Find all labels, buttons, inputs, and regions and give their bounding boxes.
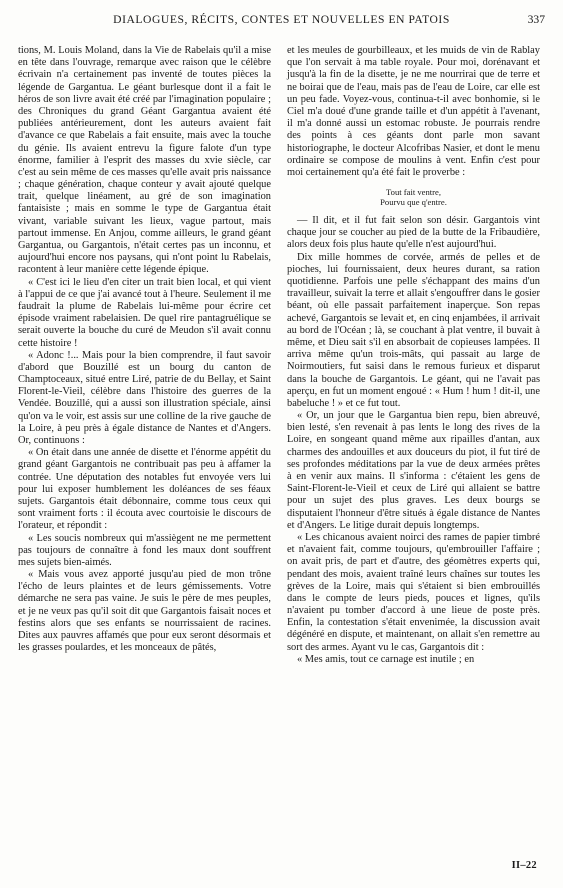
paragraph: Dix mille hommes de corvée, armés de pelles et de pioches, lui fournissaient, deux heures durant, sa ration quotidienne. Parfois une pelle s'échappant des mains d'un travailleur, suivait la terre et allait s'engouffrer dans le gosier béant, où elle passait parfaitement inaperçue. Son repas achevé, Gargantois se levait et, en cinq enjambées, il arrivait au bord de l'Océan ; là, se couchant à plat ventre, il buvait à même, et Dieu sait s'il en absorbait de copieuses lampées. Il arriva même qu'un trois-mâts, qui passait au large de Noirmoutiers, fut saisi dans le remous furieux et disparut dans la bouche de Gargantois. Le géant, qui ne l'avait pas aperçu, en fut un moment engoué : « Hum ! hum ! dit-il, une babeluche ! » et ce fut tout. bbox=[287, 251, 540, 409]
verse-line: Pourvu que q'entre. bbox=[380, 197, 447, 208]
paragraph: « Mes amis, tout ce carnage est inutile ; en bbox=[297, 653, 475, 665]
running-header bbox=[0, 13, 563, 33]
paragraph: « On était dans une année de disette et l'énorme appétit du grand géant Gargantois ne contribuait pas peu à affamer la contrée. Une députation des notables fut envoyée vers lui pour lui exposer humblement les doléances de ses féaux sujets. Gargantois était débonnaire, comme tous ceux qui sont vraiment forts : il écouta avec courtoisie le discours de l'orateur, et répondit : bbox=[18, 447, 271, 532]
paragraph: — Il dit, et il fut fait selon son désir. Gargantois vint chaque jour se coucher au pied de la butte de la Fribaudière, alors deux fois plus haute qu'elle n'est aujourd'hui. bbox=[287, 215, 540, 251]
paragraph: « Or, un jour que le Gargantua bien repu, bien abreuvé, bien lesté, s'en revenait à pas lents le long des rives de la Loire, en songeant quand même aux ripailles d'antan, aux charmes des andouilles et aux douceurs du piot, il fut tiré de ses profondes méditations par la vue de deux armées prêtes à en venir aux mains. Il s'informa : c'étaient les gens de Saint-Florent-le-Vieil et ceux de Liré qui allaient se battre pour un sujet des plus graves. Les deux bourgs se disputaient l'honneur d'être situés à égale distance de Nantes et d'Angers. Le litige durait depuis longtemps. bbox=[287, 410, 540, 531]
paragraph: « Mais vous avez apporté jusqu'au pied de mon trône l'écho de leurs plaintes et de leurs gémissements. Votre démarche ne sera pas vaine. Je suis le père de mes peuples, et je ne veux pas qu'il soit dit que Gargantois faisait noces et festins alors que ses enfants se nourrissaient de racines. Dites aux pauvres affamés que pour eux seront désormais et les grasses poulardes, et les monceaux de pâtés, bbox=[18, 569, 271, 654]
verse-line: Tout fait ventre, bbox=[386, 187, 441, 198]
paragraph: « Adonc !... Mais pour la bien comprendre, il faut savoir d'abord que Bouzillé est un bourg du canton de Champtoceaux, situé entre Liré, patrie de du Bellay, et Saint Florent-le-Vieil, célèbre dans l'histoire des guerres de la Vendée. Bouzillé, qui a aussi son illustration spéciale, ainsi qu'on va le voir, est assis sur une colline de la rive gauche de la Loire, à peu près à égale distance de Nantes et d'Angers. Or, continuons : bbox=[18, 349, 271, 446]
paragraph: tions, M. Louis Moland, dans la Vie de Rabelais qu'il a mise en tête dans l'ouvrage, remarque avec raison que le célèbre écrivain n'a certainement pas inventé de toutes pièces la légende de Gargantua. Le géant burlesque dont il a fait le héros de son livre avait été créé par l'imagination populaire ; des Chroniques du grand Géant Gargantua avaient été publiées antérieurement, dont les auteurs avaient fait d'avance ce que Rabelais a fait ensuite, mais avec la touche du génie. Ils avaient entrevu la figure falote d'un type énorme, familier à l'esprit des masses du xvie siècle, car c'est au sein même de ces masses qu'elle avait pris naissance ; chaque génération, chaque conteur y avait ajouté quelque trait, quelque linéament, au gré de son imagination fantaisiste ; mais en somme le type de Gargantua était vivant, variable suivant les lieux, vague partout, mais partout immense. En Anjou, comme ailleurs, le grand géant Gargantua, ou Gargantois, n'était certes pas un inconnu, et aujourd'hui encore nos paysans, qui n'ont point lu Rabelais, racontent à leur manière cette légende épique. bbox=[18, 45, 271, 276]
paragraph: et les meules de gourbilleaux, et les muids de vin de Rablay que l'on servait à ma table royale. Pour moi, dorénavant et jusqu'à la fin de la disette, je ne me nourrirai que de terre et ne boirai que de l'eau, mais pas de l'eau de Loire, car elle est un peu fade. Voyez-vous, continua-t-il avec bonhomie, si le Ciel m'a doué d'une grande taille et d'un appétit à l'avenant, il m'a donné aussi un estomac robuste. Je pourrais rendre des points à ces géants dont parle mon savant historiographe, le docteur Alcofribas Nasier, et dont le menu ordinaire se compose de moulins à vent. Enfin c'est pour moi certainement qu'a été fait le proverbe : bbox=[287, 45, 540, 178]
proverb-verse bbox=[287, 187, 540, 207]
page-number: 337 bbox=[527, 13, 545, 26]
paragraph: « Les chicanous avaient noirci des rames de papier timbré et n'avaient fait, comme toujours, qu'embrouiller l'affaire ; on avait pris, de part et d'autre, des géomètres experts qui, pendant des mois, avaient traîné leurs chaînes sur toutes les grèves de la Loire, mais qui s'étaient si bien embrouillés dans le compte de leurs pieds, pouces et lignes, qu'ils n'avaient pu tomber d'accord à une lieue de poste près. Enfin, la contestation s'était envenimée, la discussion avait dégénéré en dispute, et maintenant, on allait s'en remettre au sort des armes. Ayant vu le cas, Gargantois dit : bbox=[287, 531, 540, 653]
paragraph: « Les soucis nombreux qui m'assiègent ne me permettent pas toujours de connaître à fond les maux dont souffrent mes sujets bien-aimés. bbox=[18, 532, 271, 568]
paragraph: « C'est ici le lieu d'en citer un trait bien local, et qui vient à l'appui de ce que j'ai avancé tout à l'heure. Seulement il me faudrait la plume de Rabelais lui-même pour écrire cet épisode vraiment rabelaisien. De quel rire pantagruélique se serait ouverte la bouche du curé de Meudon s'il avait connu cette histoire ! bbox=[18, 276, 271, 349]
left-column bbox=[18, 45, 271, 654]
running-title: DIALOGUES, RÉCITS, CONTES ET NOUVELLES EN PATOIS bbox=[113, 13, 450, 26]
right-column bbox=[287, 45, 540, 666]
signature-mark: II–22 bbox=[511, 860, 537, 871]
